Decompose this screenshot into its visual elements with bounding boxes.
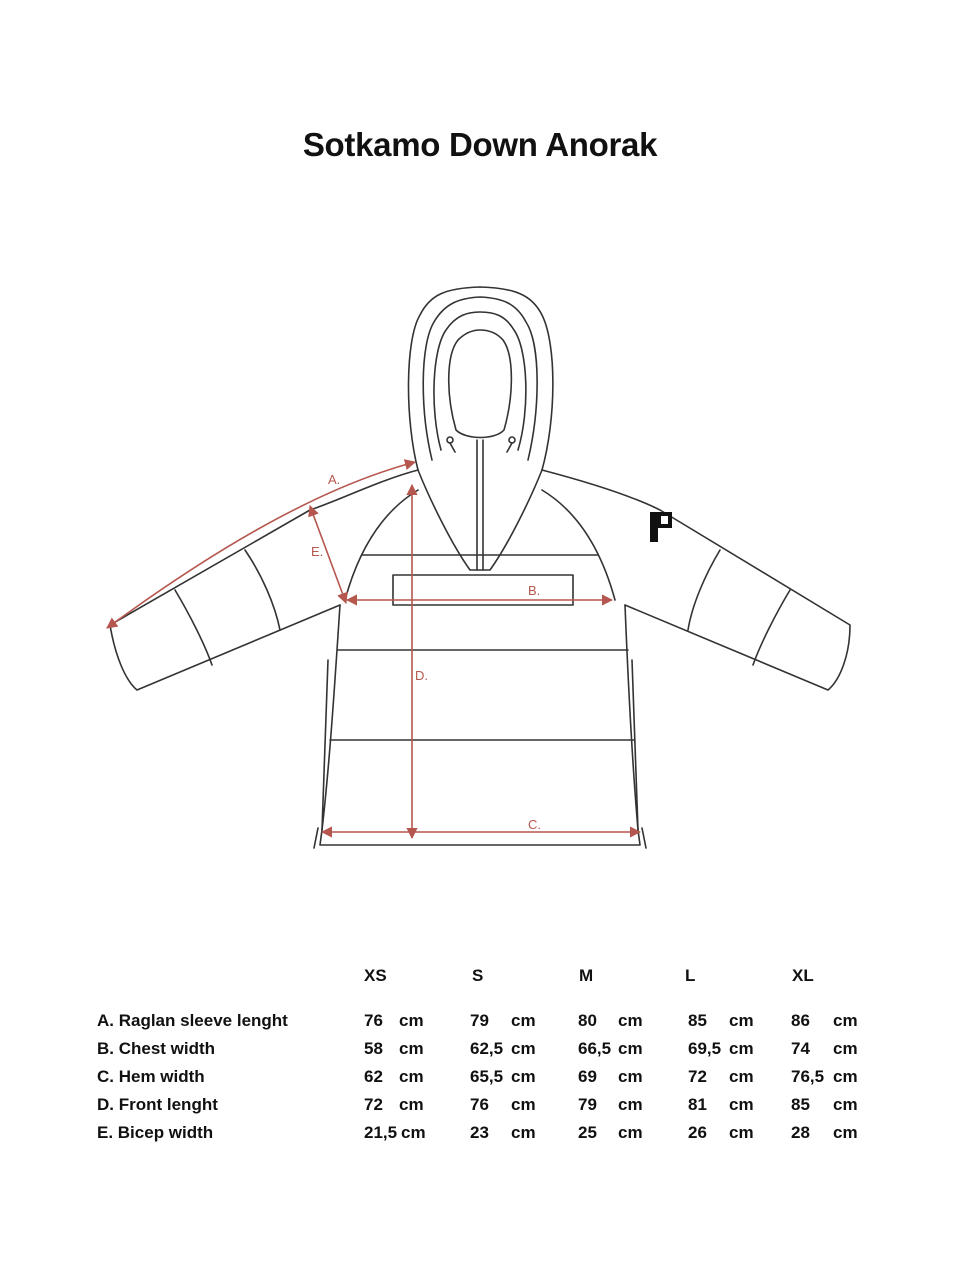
row-label: D. Front lenght (97, 1095, 218, 1114)
size-header-l: L (685, 966, 696, 985)
size-header-s: S (472, 966, 484, 985)
size-header-m: M (579, 966, 594, 985)
cell-unit: cm (833, 1039, 858, 1058)
cell-unit: cm (399, 1039, 424, 1058)
row-label: E. Bicep width (97, 1123, 214, 1142)
cell-value: 69 (578, 1067, 597, 1086)
dimension-c-label: C. (528, 817, 541, 832)
cell-value: 81 (688, 1095, 707, 1114)
cell-value: 76 (470, 1095, 489, 1114)
cell-unit: cm (399, 1067, 424, 1086)
cell-unit: cm (618, 1095, 643, 1114)
cell-unit: cm (729, 1011, 754, 1030)
cell-unit: cm (511, 1095, 536, 1114)
dimension-d-label: D. (415, 668, 428, 683)
cell-value: 72 (688, 1067, 707, 1086)
cell-unit: cm (833, 1095, 858, 1114)
cell-unit: cm (618, 1039, 643, 1058)
size-header-xl: XL (792, 966, 814, 985)
dimension-a-label: A. (328, 472, 341, 487)
anorak-technical-drawing (0, 270, 960, 870)
cell-unit: cm (618, 1067, 643, 1086)
cell-unit: cm (833, 1123, 858, 1142)
cell-unit: cm (399, 1095, 424, 1114)
cell-value: 80 (578, 1011, 597, 1030)
garment-outline (110, 287, 850, 848)
cell-value: 76 (364, 1011, 383, 1030)
cell-value: 85 (791, 1095, 810, 1114)
logo-patch (650, 512, 672, 542)
cell-value: 28 (791, 1123, 810, 1142)
size-header-xs: XS (364, 966, 387, 985)
cell-unit: cm (618, 1123, 643, 1142)
row-label: C. Hem width (97, 1067, 205, 1086)
dimension-e-label: E. (311, 544, 324, 559)
cell-unit: cm (729, 1067, 754, 1086)
cell-unit: cm (511, 1039, 536, 1058)
cell-value: 65,5 (470, 1067, 504, 1086)
cell-value: 66,5 (578, 1039, 612, 1058)
cell-unit: cm (618, 1011, 643, 1030)
page-title: Sotkamo Down Anorak (302, 126, 658, 163)
cell-value: 69,5 (688, 1039, 722, 1058)
cell-value: 76,5 (791, 1067, 825, 1086)
cell-unit: cm (833, 1067, 858, 1086)
cell-unit: cm (511, 1123, 536, 1142)
cell-value: 79 (470, 1011, 489, 1030)
cell-value: 62,5 (470, 1039, 504, 1058)
cell-value: 25 (578, 1123, 597, 1142)
cell-value: 79 (578, 1095, 597, 1114)
cell-value: 72 (364, 1095, 383, 1114)
cell-value: 62 (364, 1067, 383, 1086)
cell-unit: cm (399, 1011, 424, 1030)
cell-unit: cm (729, 1123, 754, 1142)
cell-value: 86 (791, 1011, 810, 1030)
cell-value: 58 (364, 1039, 383, 1058)
cell-value: 21,5 (364, 1123, 398, 1142)
row-label: A. Raglan sleeve lenght (97, 1011, 288, 1030)
cell-unit: cm (729, 1039, 754, 1058)
cell-unit: cm (729, 1095, 754, 1114)
cell-unit: cm (833, 1011, 858, 1030)
cell-value: 26 (688, 1123, 707, 1142)
cell-value: 23 (470, 1123, 489, 1142)
cell-unit: cm (401, 1123, 426, 1142)
dimension-b-label: B. (528, 583, 541, 598)
cell-value: 74 (791, 1039, 810, 1058)
cell-value: 85 (688, 1011, 707, 1030)
cell-unit: cm (511, 1011, 536, 1030)
cell-unit: cm (511, 1067, 536, 1086)
row-label: B. Chest width (97, 1039, 216, 1058)
